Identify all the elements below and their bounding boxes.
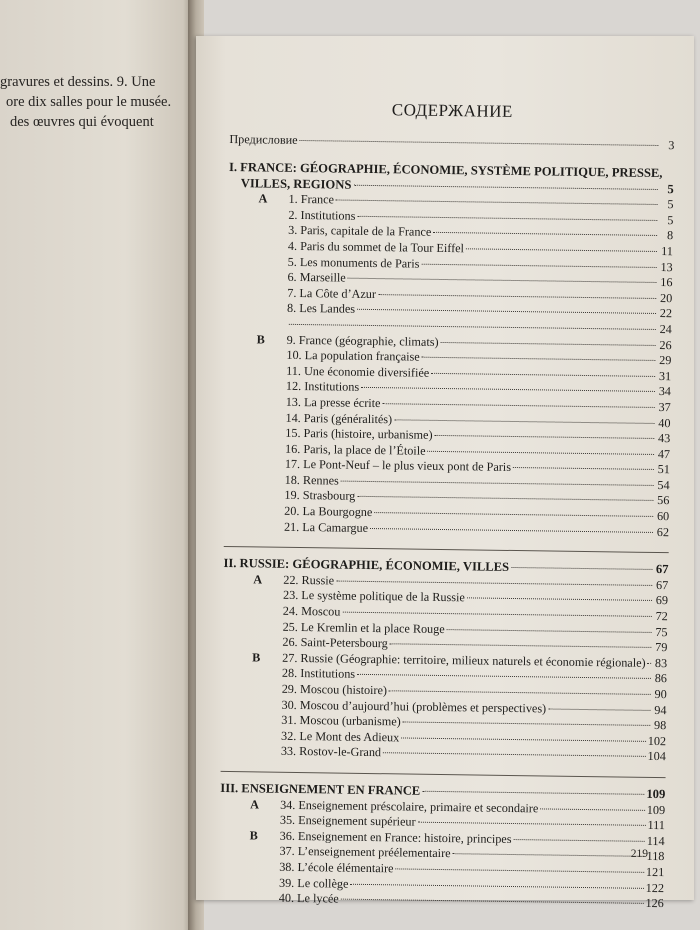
entry-page: 40 xyxy=(658,415,671,430)
entry-letter xyxy=(219,870,279,871)
entry-page: 62 xyxy=(656,524,670,539)
leader-dots xyxy=(511,567,652,570)
entry-page: 83 xyxy=(654,655,668,670)
entry-label: 10. La population française xyxy=(286,347,420,364)
entry-page: 60 xyxy=(656,509,670,524)
entry-letter: A xyxy=(253,572,263,587)
leader-dots xyxy=(357,216,657,221)
entry-label: 36. Enseignement en France: histoire, principes xyxy=(279,828,512,846)
leader-dots xyxy=(394,419,654,424)
entry-page: 54 xyxy=(657,477,670,493)
entry-letter xyxy=(228,218,288,219)
entry-letter xyxy=(224,498,284,499)
entry-letter: B xyxy=(252,650,261,665)
entry-label: 20. La Bourgogne xyxy=(284,503,373,520)
entry-label: 28. Institutions xyxy=(281,666,356,682)
leader-dots xyxy=(453,854,645,858)
leader-dots xyxy=(383,753,646,758)
entry-letter xyxy=(226,358,286,359)
entry-letter xyxy=(225,436,285,437)
entry-page: 121 xyxy=(645,864,665,880)
entry-letter xyxy=(220,823,280,824)
entry-letter xyxy=(225,452,285,453)
entry-page: 8 xyxy=(666,228,674,243)
leader-dots xyxy=(353,184,657,189)
entry-label: 6. Marseille xyxy=(287,269,346,285)
leader-dots xyxy=(467,598,652,602)
entry-label: 32. Le Mont des Adieux xyxy=(281,728,400,745)
entry-letter xyxy=(228,233,288,234)
entry-letter xyxy=(221,708,281,709)
entry-page: 56 xyxy=(657,493,670,508)
entry-page: 69 xyxy=(655,593,669,608)
section-page: 67 xyxy=(655,562,669,577)
entry-label: 17. Le Pont-Neuf – le plus vieux pont de Paris xyxy=(284,457,512,475)
entry-label: 22. Russie xyxy=(283,572,335,588)
entry-label: 31. Moscou (urbanisme) xyxy=(281,712,401,729)
entry-page: 22 xyxy=(659,306,673,321)
entry-page: 5 xyxy=(667,212,674,227)
section-title-line: I. FRANCE: GÉOGRAPHIE, ÉCONOMIE, SYSTÈME POLITIQUE, PRESSE, xyxy=(228,159,663,180)
leader-dots xyxy=(390,644,652,649)
entry-label: 33. Rostov-le-Grand xyxy=(280,744,382,760)
entry-letter xyxy=(226,405,286,406)
leader-dots xyxy=(433,232,657,236)
entry-letter xyxy=(226,389,286,390)
leader-dots xyxy=(341,480,654,485)
entry-page: 5 xyxy=(667,197,674,212)
leader-dots xyxy=(431,373,655,377)
entry-label: 35. Enseignement supérieur xyxy=(279,812,416,829)
left-page-text xyxy=(0,72,180,132)
entry-page: 114 xyxy=(646,833,665,848)
entry-letter xyxy=(228,249,288,250)
entry-letter xyxy=(223,630,283,631)
entry-page: 29 xyxy=(659,353,672,368)
entry-page: 111 xyxy=(647,818,665,833)
page-number: 219 xyxy=(630,848,648,860)
entry-label: 30. Moscou d’aujourd’hui (problèmes et perspectives) xyxy=(281,697,547,716)
section-title-text: II. RUSSIE: GÉOGRAPHIE, ÉCONOMIE, VILLES xyxy=(223,556,510,575)
entry-page: 13 xyxy=(660,259,673,274)
table-of-contents xyxy=(219,98,675,912)
entry-label: 27. Russie (Géographie: territoire, milieux naturels et économie régionale) xyxy=(282,650,646,670)
entry-page: 109 xyxy=(646,802,666,817)
entry-label: 21. La Camargue xyxy=(283,519,369,535)
leader-dots xyxy=(403,722,651,726)
preface-page: 3 xyxy=(668,138,675,153)
entry-letter xyxy=(219,885,279,886)
entry-letter xyxy=(227,311,287,312)
leader-dots xyxy=(361,387,655,392)
leader-dots xyxy=(370,528,653,533)
leader-dots xyxy=(401,737,646,741)
section-title-text: III. ENSEIGNEMENT EN FRANCE xyxy=(220,780,421,798)
leader-dots xyxy=(421,263,656,267)
leader-dots xyxy=(514,839,645,842)
entry-label: 16. Paris, la place de l’Étoile xyxy=(285,441,426,458)
entry-label: 1. France xyxy=(288,192,335,207)
entry-label: 18. Rennes xyxy=(284,472,339,488)
leader-dots xyxy=(350,883,643,888)
entry-letter xyxy=(225,467,285,468)
section-title-text: VILLES, REGIONS xyxy=(240,175,352,192)
entry-letter xyxy=(223,598,283,599)
entry-label: 13. La presse écrite xyxy=(285,394,381,411)
entry-label: 39. Le collège xyxy=(278,875,349,891)
entry-letter xyxy=(225,483,285,484)
leader-dots xyxy=(357,496,653,501)
entry-letter xyxy=(227,296,287,297)
right-page xyxy=(196,36,694,911)
entry-letter xyxy=(228,265,288,266)
entry-label: 9. France (géographie, climats) xyxy=(286,332,439,349)
entry-page: 86 xyxy=(654,671,668,686)
entry-label: 12. Institutions xyxy=(285,379,360,395)
entry-label: 4. Paris du sommet de la Tour Eiffel xyxy=(287,238,465,256)
leader-dots xyxy=(348,278,657,283)
leader-dots xyxy=(300,140,659,146)
entry-page: 24 xyxy=(659,321,672,337)
leader-dots xyxy=(336,200,658,205)
leader-dots xyxy=(447,629,652,633)
entry-letter: B xyxy=(249,828,258,843)
leader-dots xyxy=(378,294,656,299)
leader-dots xyxy=(441,341,656,345)
leader-dots xyxy=(336,580,652,585)
toc-sections xyxy=(219,160,674,912)
entry-letter: A xyxy=(250,796,260,812)
entry-label: 26. Saint-Petersbourg xyxy=(282,635,388,651)
leader-dots xyxy=(513,467,654,470)
left-text-line: ore dix salles pour le musée. xyxy=(6,94,172,110)
left-text-line: des œuvres qui évoquent xyxy=(10,114,154,130)
leader-dots xyxy=(428,450,655,454)
entry-letter xyxy=(219,854,279,855)
entry-page: 37 xyxy=(658,399,671,415)
entry-letter xyxy=(224,514,284,515)
leader-dots xyxy=(422,357,656,361)
entry-letter xyxy=(219,901,279,902)
entry-letter: B xyxy=(256,331,265,347)
leader-dots xyxy=(357,674,651,679)
entry-letter xyxy=(226,374,286,375)
entry-label: 19. Strasbourg xyxy=(284,488,356,504)
entry-label: 23. Le système politique de la Russie xyxy=(282,588,465,605)
entry-page: 43 xyxy=(658,431,671,446)
entry-page: 34 xyxy=(658,384,672,399)
entry-page: 90 xyxy=(654,686,667,702)
entry-letter xyxy=(222,692,282,693)
leader-dots xyxy=(382,403,654,408)
entry-page: 94 xyxy=(654,702,667,717)
leader-dots xyxy=(466,248,657,252)
leader-dots xyxy=(422,791,644,795)
section-page: 109 xyxy=(646,786,666,802)
entry-page: 26 xyxy=(659,337,672,352)
entry-page: 67 xyxy=(655,577,669,593)
entry-page: 126 xyxy=(645,896,664,911)
entry-page: 16 xyxy=(660,275,673,290)
entry-label: 37. L’enseignement préélementaire xyxy=(279,844,451,861)
toc-preface xyxy=(229,132,674,154)
entry-page: 47 xyxy=(657,446,671,461)
leader-dots xyxy=(648,663,652,664)
entry-page: 79 xyxy=(655,640,668,655)
toc-title: СОДЕРЖАНИЕ xyxy=(391,100,514,121)
entry-label: 24. Moscou xyxy=(282,603,341,619)
entry-label: 7. La Côte d’Azur xyxy=(287,285,377,301)
entry-page: 51 xyxy=(657,462,670,477)
leader-dots xyxy=(357,309,656,314)
entry-label: 40. Le lycée xyxy=(278,890,339,906)
entry-page: 31 xyxy=(658,368,672,383)
entry-letter xyxy=(221,739,281,740)
entry-label: 38. L’école élémentaire xyxy=(279,859,394,876)
leader-dots xyxy=(435,435,655,439)
entry-label: 14. Paris (généralités) xyxy=(285,410,393,426)
entry-letter xyxy=(227,327,287,328)
entry-page: 122 xyxy=(645,880,665,895)
entry-label: 2. Institutions xyxy=(288,207,356,223)
entry-page: 20 xyxy=(659,290,673,305)
entry-label: 15. Paris (histoire, urbanisme) xyxy=(285,425,433,442)
preface-label: Предисловие xyxy=(229,131,298,147)
entry-letter: A xyxy=(258,191,268,206)
leader-dots xyxy=(389,690,651,695)
entry-label: 3. Paris, capitale de la France xyxy=(288,223,432,240)
entry-letter xyxy=(224,530,284,531)
entry-page: 98 xyxy=(653,718,667,733)
entry-label: 8. Les Landes xyxy=(286,301,356,317)
entry-letter xyxy=(221,723,281,724)
entry-page: 11 xyxy=(661,244,674,259)
leader-dots xyxy=(396,868,644,872)
leader-dots xyxy=(540,808,645,810)
leader-dots xyxy=(342,612,651,617)
entry-label: 34. Enseignement préscolaire, primaire et secondaire xyxy=(280,797,539,815)
entry-page: 118 xyxy=(646,849,665,864)
entry-page: 102 xyxy=(647,733,667,748)
section-page: 5 xyxy=(667,181,674,196)
leader-dots xyxy=(548,708,650,710)
leader-dots xyxy=(341,899,644,904)
leader-dots xyxy=(374,512,653,517)
entry-label: 25. Le Kremlin et la place Rouge xyxy=(282,619,445,636)
entry-page: 104 xyxy=(647,749,666,764)
left-text-line: gravures et dessins. 9. Une xyxy=(0,74,156,90)
entry-page: 72 xyxy=(655,609,668,624)
entry-label: 5. Les monuments de Paris xyxy=(287,254,420,271)
entry-letter xyxy=(222,676,282,677)
left-page xyxy=(0,0,192,930)
entry-letter xyxy=(223,614,283,615)
entry-page: 75 xyxy=(655,624,668,639)
entry-letter xyxy=(227,280,287,281)
leader-dots xyxy=(418,822,646,826)
entry-label: 11. Une économie diversifiée xyxy=(286,363,430,380)
entry-letter xyxy=(225,420,285,421)
entry-label: 29. Moscou (histoire) xyxy=(281,681,388,698)
entry-letter xyxy=(222,645,282,646)
entry-letter xyxy=(221,754,281,755)
leader-dots xyxy=(289,324,656,330)
